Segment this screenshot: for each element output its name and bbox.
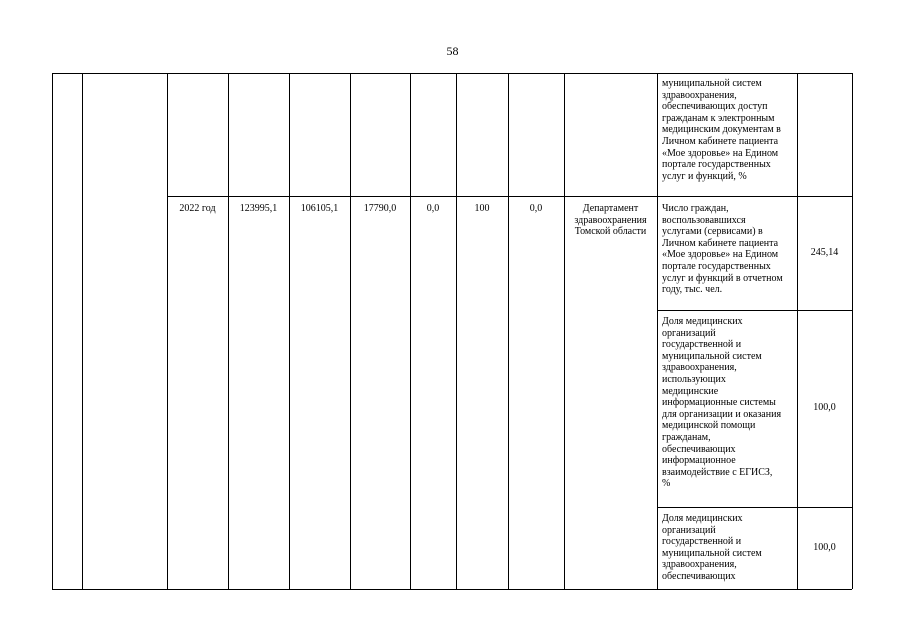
text-line: обеспечивающих [662, 443, 736, 455]
text-line: информационные системы [662, 397, 776, 409]
year-cell: 2022 год [179, 203, 216, 214]
federal-cell: 106105,1 [300, 203, 339, 214]
text-line: взаимодействие с ЕГИСЗ, [662, 466, 773, 478]
text-line: «Мое здоровье» на Едином [662, 147, 779, 159]
indicator-value: 100,0 [813, 402, 836, 413]
text-line: государственной и [662, 536, 742, 548]
text-line: для организации и оказания [662, 408, 782, 420]
text-line: услуг и функций в отчетном [662, 272, 783, 284]
text-line: муниципальной систем [662, 350, 762, 362]
text-line: Доля медицинских [662, 513, 743, 524]
continued-indicator-text [662, 78, 796, 182]
text-line: Личном кабинете пациента [662, 237, 779, 249]
indicator-text [662, 316, 796, 490]
text-line: Доля медицинских [662, 316, 743, 327]
text-line: портале государственных [662, 260, 771, 272]
text-line: % [662, 478, 671, 490]
text-line: году, тыс. чел. [662, 284, 723, 296]
col-border [564, 73, 565, 589]
col-border [289, 73, 290, 589]
col-border [410, 73, 411, 589]
regional-cell: 17790,0 [363, 203, 397, 214]
table-top-border [52, 73, 852, 74]
row-divider [167, 196, 852, 197]
col-border [456, 73, 457, 589]
text-line: медицинские [662, 385, 719, 397]
text-line: обеспечивающих доступ [662, 101, 768, 113]
page-number: 58 [446, 44, 459, 58]
text-line: «Мое здоровье» на Едином [662, 249, 779, 261]
text-line: Число граждан, [662, 203, 729, 214]
text-line: медицинским документам в [662, 124, 781, 136]
text-line: здравоохранения, [662, 89, 737, 101]
col-border [82, 73, 83, 589]
text-line: муниципальной систем [662, 547, 762, 559]
text-line: Личном кабинете пациента [662, 135, 779, 147]
text-line: обеспечивающих [662, 570, 736, 582]
text-line: услугами (сервисами) в [662, 226, 763, 238]
local-cell: 0,0 [426, 203, 440, 214]
col-border [350, 73, 351, 589]
text-line: организаций [662, 327, 716, 339]
indicator-value: 100,0 [813, 542, 836, 553]
text-line: услуг и функций, % [662, 170, 747, 182]
col-border [167, 73, 168, 589]
total-cell: 123995,1 [239, 203, 278, 214]
text-line: использующих [662, 373, 726, 385]
col-border [852, 73, 853, 589]
col-border [657, 73, 658, 589]
text-line: гражданам к электронным [662, 112, 775, 124]
text-line: медицинской помощи [662, 420, 756, 432]
row-divider [657, 310, 852, 311]
text-line: здравоохранения, [662, 559, 737, 571]
col6-cell: 100 [474, 203, 490, 214]
text-line: организаций [662, 524, 716, 536]
col-border [508, 73, 509, 589]
indicator-value: 245,14 [810, 247, 839, 258]
col-border [228, 73, 229, 589]
col-border [797, 73, 798, 589]
col7-cell: 0,0 [529, 203, 543, 214]
indicator-text [662, 513, 796, 583]
text-line: портале государственных [662, 159, 771, 171]
col-border [52, 73, 53, 589]
text-line: гражданам, [662, 431, 711, 443]
text-line: Томской области [574, 226, 647, 238]
text-line: здравоохранения, [662, 362, 737, 374]
text-line: государственной и [662, 339, 742, 351]
text-line: муниципальной систем [662, 78, 762, 89]
text-line: воспользовавшихся [662, 214, 746, 226]
row-divider [657, 507, 852, 508]
text-line: информационное [662, 455, 736, 467]
text-line: здравоохранения [574, 214, 647, 226]
table-bottom-border [52, 589, 852, 590]
text-line: Департамент [582, 203, 639, 214]
indicator-text [662, 203, 796, 296]
executor-cell [564, 203, 657, 238]
